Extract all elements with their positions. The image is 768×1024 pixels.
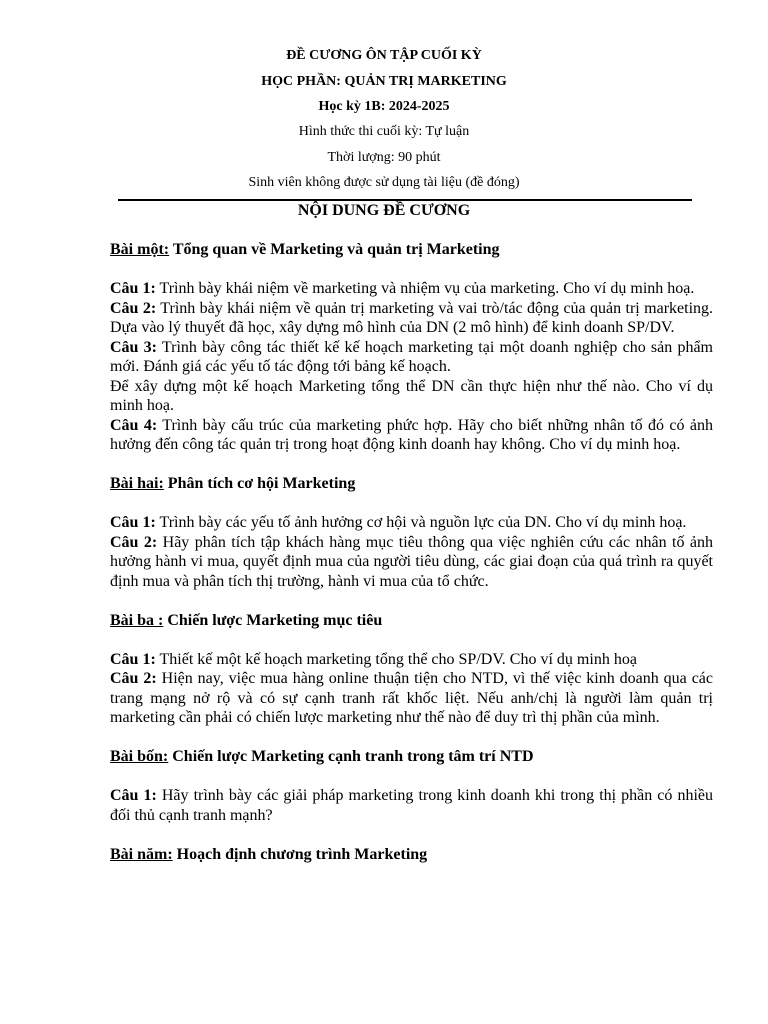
question-text: Để xây dựng một kế hoạch Marketing tổng thể DN cần thực hiện như thế nào. Cho ví dụ minh hoạ. — [110, 377, 713, 414]
section-heading — [110, 474, 713, 494]
question-text: Trình bày các yếu tố ảnh hưởng cơ hội và nguồn lực của DN. Cho ví dụ minh hoạ. — [155, 514, 687, 531]
document-title: ĐỀ CƯƠNG ÔN TẬP CUỐI KỲ — [286, 48, 482, 63]
question-label: Câu 1: — [110, 514, 156, 531]
question-item — [110, 533, 713, 592]
question-item — [110, 786, 713, 825]
question-item — [110, 650, 713, 670]
question-item — [110, 513, 713, 533]
spacer — [110, 494, 713, 514]
section-heading — [110, 611, 713, 631]
section-title: Chiến lược Marketing mục tiêu — [163, 611, 383, 629]
question-item — [110, 299, 713, 338]
spacer — [110, 630, 713, 650]
question-label: Câu 4: — [110, 416, 158, 434]
question-label: Câu 2: — [110, 670, 157, 687]
content-heading: NỘI DUNG ĐỀ CƯƠNG — [297, 202, 471, 219]
question-label: Câu 2: — [110, 299, 157, 317]
spacer — [110, 591, 713, 611]
header-divider — [118, 199, 692, 201]
exam-note: Sinh viên không được sử dụng tài liệu (đề đóng) — [248, 175, 520, 190]
question-text: Trình bày khái niệm về quản trị marketing và vai trò/tác động của quản trị marketing. Dựa vào lý thuyết đã học, xây dựng mô hình của DN (2 mô hình) để kinh doanh SP/DV. — [110, 299, 714, 336]
section-heading — [110, 845, 713, 865]
section-label: Bài năm: — [110, 845, 173, 863]
question-label: Câu 1: — [110, 650, 156, 668]
section-label: Bài hai: — [110, 475, 164, 492]
exam-form: Hình thức thi cuối kỳ: Tự luận — [298, 124, 470, 139]
section-heading — [110, 240, 713, 260]
spacer — [110, 728, 713, 748]
question-text: Trình bày công tác thiết kế kế hoạch marketing tại một doanh nghiệp cho sản phẩm mới. Đánh giá các yếu tố tác động tới bảng kế hoạch. — [110, 338, 713, 375]
question-label: Câu 3: — [110, 338, 157, 356]
question-label: Câu 2: — [110, 533, 158, 551]
section-label: Bài ba : — [110, 611, 164, 629]
course-name: HỌC PHẦN: QUẢN TRỊ MARKETING — [261, 74, 507, 89]
section-title: Chiến lược Marketing cạnh tranh trong tâm trí NTD — [168, 748, 534, 765]
section-heading — [110, 747, 713, 767]
exam-duration: Thời lượng: 90 phút — [327, 150, 441, 165]
section-title: Phân tích cơ hội Marketing — [163, 475, 356, 492]
question-item — [110, 338, 713, 377]
spacer — [110, 767, 713, 787]
question-item — [110, 377, 713, 416]
section-label: Bài một: — [110, 241, 170, 258]
semester: Học kỳ 1B: 2024-2025 — [318, 99, 450, 114]
section-label: Bài bốn: — [110, 748, 169, 765]
question-text: Hãy phân tích tập khách hàng mục tiêu thông qua việc nghiên cứu các nhân tố ảnh hưởng hành vi mua, quyết định mua của người tiêu dùng, các giai đoạn của quá trình ra quyết định mua và phân tích thị trường, hành vi mua của tổ chức. — [110, 533, 714, 590]
document-body — [110, 240, 713, 864]
question-item — [110, 416, 713, 455]
question-item — [110, 279, 713, 299]
question-text: Trình bày cấu trúc của marketing phức hợp. Hãy cho biết những nhân tố đó có ảnh hưởng đến công tác quản trị trong hoạt động kinh doanh hay không. Cho ví dụ minh hoạ. — [110, 416, 714, 453]
question-text: Trình bày khái niệm về marketing và nhiệm vụ của marketing. Cho ví dụ minh hoạ. — [155, 280, 695, 297]
section-title: Tổng quan về Marketing và quản trị Marketing — [169, 241, 500, 258]
question-text: Hiện nay, việc mua hàng online thuận tiện cho NTD, vì thế việc kinh doanh qua các trang mạng nở rộ và có sự cạnh tranh rất khốc liệt. Nếu anh/chị là người làm quản trị marketing cần phải có chiến lược marketing như thế nào để duy trì thị phần của mình. — [110, 670, 714, 726]
spacer — [110, 455, 713, 475]
question-label: Câu 1: — [110, 787, 157, 804]
spacer — [110, 825, 713, 845]
spacer — [110, 260, 713, 280]
question-text: Thiết kế một kế hoạch marketing tổng thể cho SP/DV. Cho ví dụ minh hoạ — [155, 650, 637, 668]
section-title: Hoạch định chương trình Marketing — [172, 845, 428, 863]
question-label: Câu 1: — [110, 280, 156, 297]
question-text: Hãy trình bày các giải pháp marketing trong kinh doanh khi trong thị phần có nhiều đối thủ cạnh tranh mạnh? — [110, 787, 713, 824]
question-item — [110, 669, 713, 728]
